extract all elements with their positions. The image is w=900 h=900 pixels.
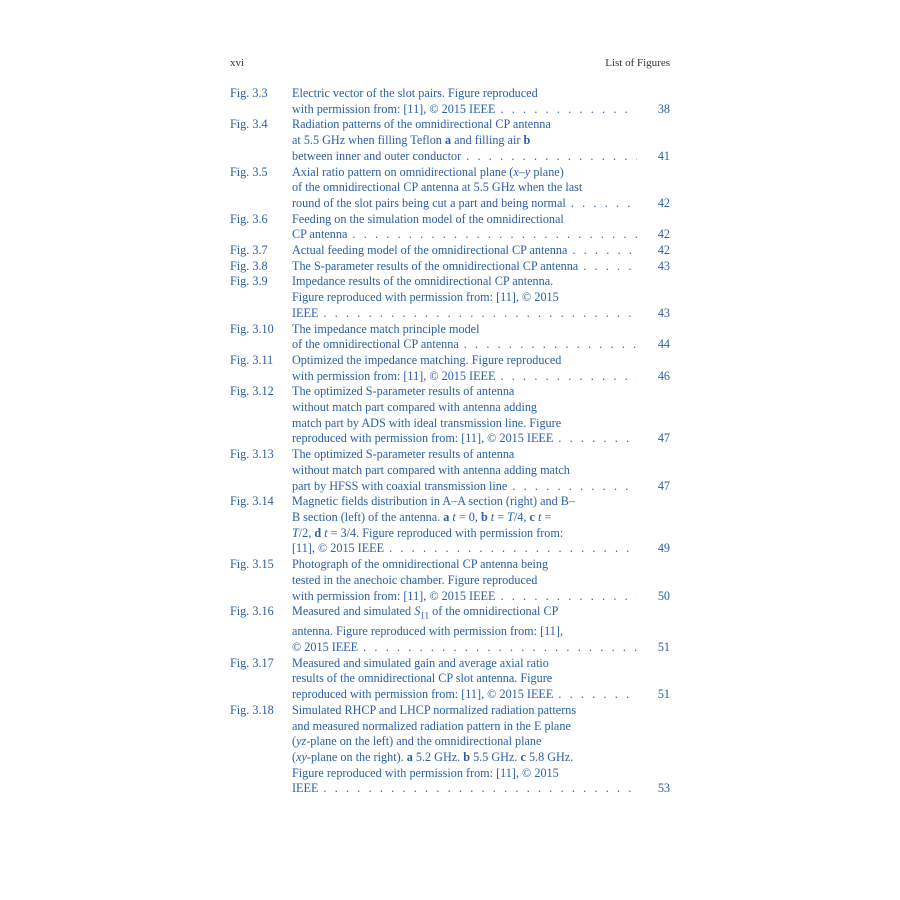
figure-label: Fig. 3.14 [230,494,274,509]
figure-label: Fig. 3.17 [230,655,274,670]
figure-entry [230,384,670,447]
figure-label: Fig. 3.3 [230,86,268,100]
caption-line: between inner and outer conductor [292,148,462,163]
dot-leader [500,589,637,605]
caption-line: Electric vector of the slot pairs. Figure reproduced [292,86,538,100]
caption-line: Feeding on the simulation model of the omnidirectional [292,211,564,226]
caption-line: (yz-plane on the left) and the omnidirectional plane [292,734,542,749]
figure-entry [230,322,670,353]
figure-label: Fig. 3.15 [230,557,274,572]
figure-entry [230,274,670,321]
caption-line: CP antenna [292,227,348,242]
figure-label: Fig. 3.6 [230,211,268,226]
figure-label: Fig. 3.9 [230,274,268,289]
caption-line: Axial ratio pattern on omnidirectional plane (x–y plane) [292,164,564,179]
figure-page-number: 43 [657,258,670,273]
caption-line: and measured normalized radiation pattern in the E plane [292,718,571,733]
caption-line: The optimized S-parameter results of antenna [292,447,515,462]
caption-line: Measured and simulated $S_{11}$ of the omnidirectional CP [292,604,559,621]
caption-line: of the omnidirectional CP antenna [292,337,459,352]
dot-leader [583,259,637,275]
dot-leader [389,541,637,557]
caption-line: results of the omnidirectional CP slot antenna. Figure [292,671,553,686]
dot-leader [323,781,637,797]
running-head [230,55,670,71]
caption-line: The optimized S-parameter results of antenna [292,384,515,399]
list-of-figures [230,86,670,797]
page-number-roman: xvi [230,57,245,69]
figure-page-number: 51 [657,640,670,655]
dot-leader [572,243,637,259]
figure-label: Fig. 3.8 [230,258,268,273]
caption-line: match part by ADS with ideal transmission line. Figure [292,415,562,430]
figure-page-number: 42 [657,227,670,242]
figure-entry [230,212,670,243]
dot-leader [363,640,637,656]
figure-entry [230,557,670,604]
caption-line: Figure reproduced with permission from: [11], © 2015 [292,290,559,305]
caption-line: T/2, d t = 3/4. Figure reproduced with permission from: [292,525,564,540]
figure-entry [230,259,670,275]
book-page [230,55,670,797]
caption-line: Optimized the impedance matching. Figure reproduced [292,352,562,367]
caption-line: [11], © 2015 IEEE [292,541,385,556]
figure-label: Fig. 3.12 [230,384,274,399]
dot-leader [571,196,637,212]
caption-line: Simulated RHCP and LHCP normalized radiation patterns [292,702,577,717]
figure-page-number: 42 [657,195,670,210]
caption-line: IEEE [292,305,319,320]
caption-line: Radiation patterns of the omnidirectional CP antenna [292,117,551,132]
dot-leader [464,337,637,353]
figure-page-number: 41 [657,148,670,163]
caption-line: without match part compared with antenna adding match [292,462,570,477]
figure-entry [230,353,670,384]
figure-label: Fig. 3.10 [230,321,274,336]
figure-page-number: 50 [657,588,670,603]
caption-line: Measured and simulated gain and average axial ratio [292,655,549,670]
dot-leader [558,431,637,447]
dot-leader [323,306,637,322]
caption-line: The impedance match principle model [292,321,480,336]
caption-line: (xy-plane on the right). a 5.2 GHz. b 5.5 GHz. c 5.8 GHz. [292,749,574,764]
caption-line: of the omnidirectional CP antenna at 5.5 GHz when the last [292,180,583,195]
caption-line: reproduced with permission from: [11], © 2015 IEEE [292,431,554,446]
figure-entry [230,243,670,259]
caption-line: with permission from: [11], © 2015 IEEE [292,101,496,116]
caption-line: IEEE [292,781,319,796]
dot-leader [500,369,637,385]
caption-line: Magnetic fields distribution in A–A section (right) and B– [292,494,575,509]
figure-label: Fig. 3.13 [230,447,274,462]
figure-entry [230,604,670,656]
figure-page-number: 42 [657,243,670,258]
dot-leader [558,687,637,703]
section-title: List of Figures [605,57,670,69]
figure-entry [230,494,670,557]
figure-entry [230,86,670,117]
caption-line: without match part compared with antenna adding [292,400,538,415]
caption-line: at 5.5 GHz when filling Teflon a and filling air b [292,133,531,148]
caption-line: with permission from: [11], © 2015 IEEE [292,368,496,383]
caption-line: Photograph of the omnidirectional CP antenna being [292,557,549,572]
caption-line: © 2015 IEEE [292,640,359,655]
caption-line: with permission from: [11], © 2015 IEEE [292,588,496,603]
figure-page-number: 44 [657,337,670,352]
caption-line: The S-parameter results of the omnidirectional CP antenna [292,258,579,273]
caption-line: Actual feeding model of the omnidirectional CP antenna [292,243,568,258]
dot-leader [466,149,637,165]
caption-line: B section (left) of the antenna. a t = 0, b t = T/4, c t = [292,509,552,524]
figure-entry [230,447,670,494]
figure-page-number: 51 [657,687,670,702]
figure-page-number: 49 [657,541,670,556]
figure-label: Fig. 3.18 [230,702,274,717]
figure-label: Fig. 3.11 [230,352,274,367]
figure-entry [230,117,670,164]
caption-line: antenna. Figure reproduced with permission from: [11], [292,624,563,639]
caption-line: reproduced with permission from: [11], © 2015 IEEE [292,687,554,702]
figure-page-number: 47 [657,478,670,493]
figure-entry [230,165,670,212]
figure-page-number: 53 [657,781,670,796]
dot-leader [512,479,637,495]
figure-label: Fig. 3.7 [230,243,268,258]
figure-page-number: 46 [657,368,670,383]
caption-line: part by HFSS with coaxial transmission line [292,478,508,493]
figure-entry [230,703,670,797]
figure-label: Fig. 3.16 [230,604,274,619]
dot-leader [500,102,637,118]
caption-line: round of the slot pairs being cut a part and being normal [292,195,566,210]
figure-label: Fig. 3.4 [230,117,268,132]
dot-leader [352,227,637,243]
caption-line: Figure reproduced with permission from: [11], © 2015 [292,765,559,780]
caption-line: Impedance results of the omnidirectional CP antenna. [292,274,554,289]
figure-label: Fig. 3.5 [230,164,268,179]
figure-entry [230,656,670,703]
caption-line: tested in the anechoic chamber. Figure reproduced [292,572,538,587]
figure-page-number: 43 [657,305,670,320]
figure-page-number: 47 [657,431,670,446]
figure-page-number: 38 [657,101,670,116]
